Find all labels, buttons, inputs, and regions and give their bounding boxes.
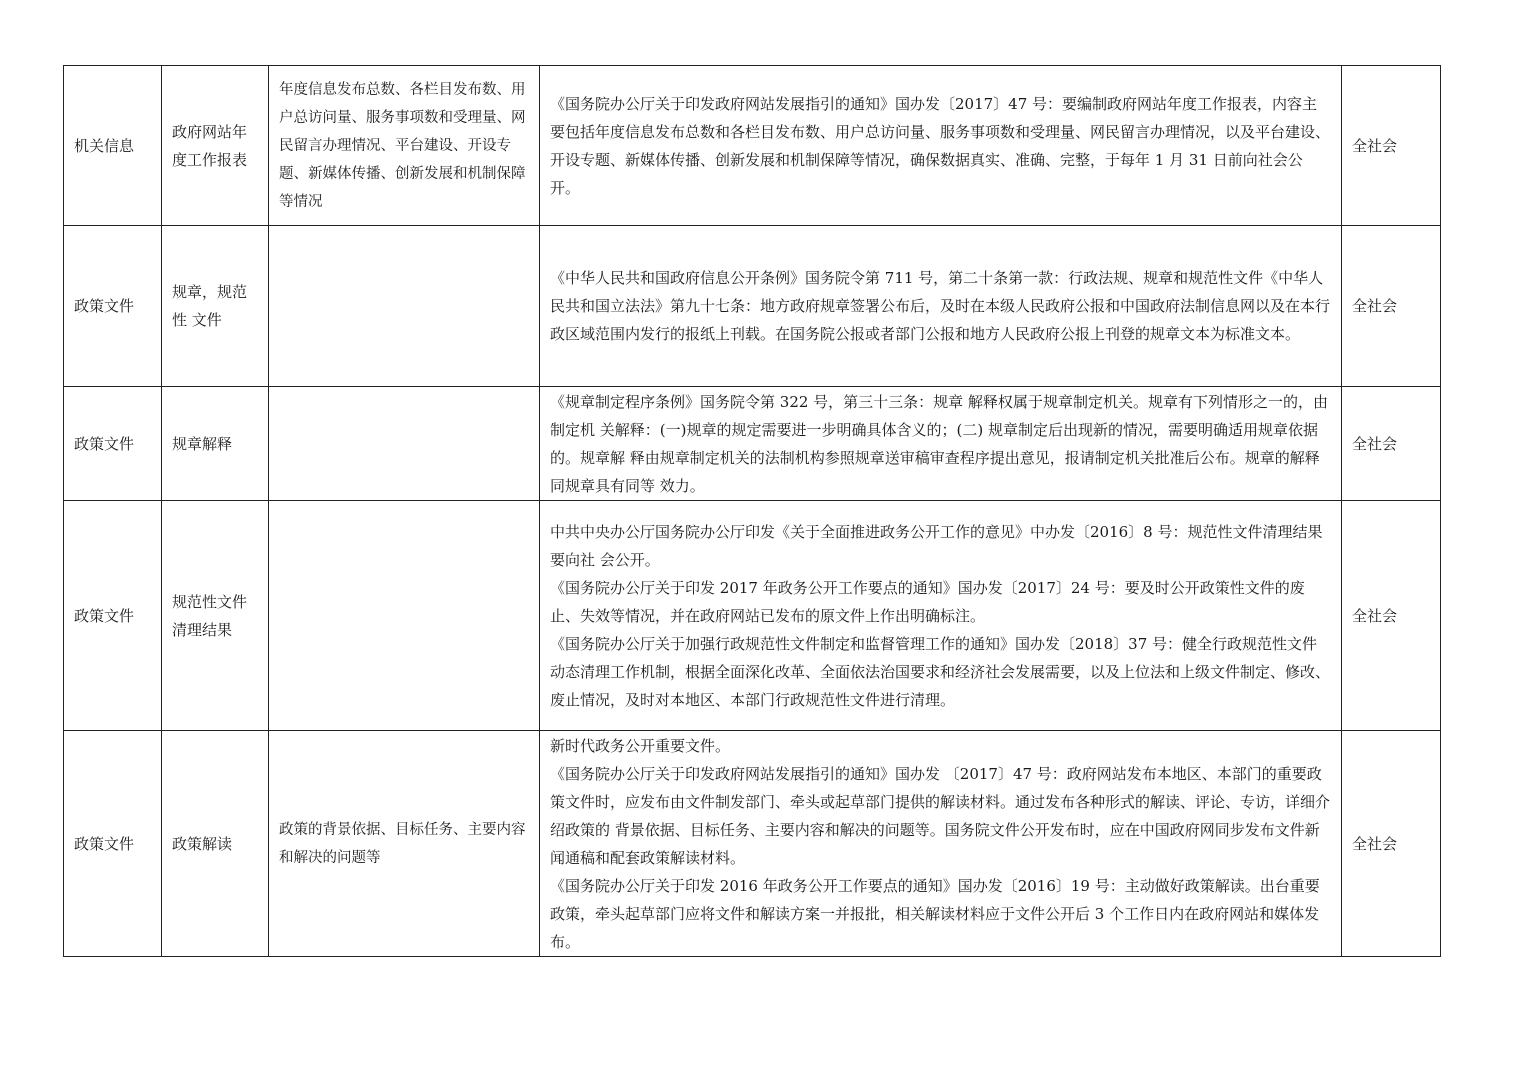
basis-cell xyxy=(540,501,1342,731)
basis-paragraph: 《国务院办公厅关于印发 2017 年政务公开工作要点的通知》国办发〔2017〕24 号：要及时公开政策性文件的废止、失效等情况，并在政府网站已发布的原文件上作出明确标注。 xyxy=(550,578,1305,625)
table-row xyxy=(64,226,1441,387)
scope-cell: 全社会 xyxy=(1342,387,1441,501)
basis-cell xyxy=(540,226,1342,387)
table-row xyxy=(64,731,1441,957)
basis-cell xyxy=(540,731,1342,957)
category-cell: 政策文件 xyxy=(64,731,162,957)
content-cell xyxy=(269,501,540,731)
category-cell: 政策文件 xyxy=(64,226,162,387)
basis-paragraph: 《规章制定程序条例》国务院令第 322 号，第三十三条：规章 解释权属于规章制定机关。规章有下列情形之一的，由制定机 关解释：(一)规章的规定需要进一步明确具体含义的；(二) 规章制定后出现新的情况，需要明确适用规章依据的。规章解 释由规章制定机关的法制机构参照规章送审稿审查程序提出意见，报请制定机关批准后公布。规章的解释同规章具有同等 效力。 xyxy=(550,392,1328,495)
item-cell: 政策解读 xyxy=(162,731,269,957)
category-cell: 机关信息 xyxy=(64,66,162,226)
item-cell: 政府网站年度工作报表 xyxy=(162,66,269,226)
scope-cell: 全社会 xyxy=(1342,731,1441,957)
scope-cell: 全社会 xyxy=(1342,226,1441,387)
content-cell: 年度信息发布总数、各栏目发布数、用户总访问量、服务事项数和受理量、网民留言办理情况、平台建设、开设专题、新媒体传播、创新发展和机制保障等情况 xyxy=(269,66,540,226)
table-row xyxy=(64,501,1441,731)
content-cell xyxy=(269,387,540,501)
item-cell: 规章，规范性 文件 xyxy=(162,226,269,387)
basis-paragraph: 新时代政务公开重要文件。 xyxy=(550,736,731,755)
scope-cell: 全社会 xyxy=(1342,66,1441,226)
basis-paragraph: 《国务院办公厅关于印发政府网站发展指引的通知》国办发〔2017〕47 号：要编制政府网站年度工作报表，内容主要包括年度信息发布总数和各栏目发布数、用户总访问量、服务事项数和受理量、网民留言办理情况，以及平台建设、开设专题、新媒体传播、创新发展和机制保障等情况，确保数据真实、准确、完整，于每年 1 月 31 日前向社会公开。 xyxy=(550,94,1331,197)
basis-paragraph: 《中华人民共和国政府信息公开条例》国务院令第 711 号，第二十条第一款：行政法规、规章和规范性文件《中华人民共和国立法法》第九十七条：地方政府规章签署公布后，及时在本级人民政府公报和中国政府法制信息网以及在本行政区域范围内发行的报纸上刊载。在国务院公报或者部门公报和地方人民政府公报上刊登的规章文本为标准文本。 xyxy=(550,269,1331,343)
table-body xyxy=(64,66,1441,957)
basis-paragraph: 《国务院办公厅关于印发 2016 年政务公开工作要点的通知》国办发〔2016〕19 号：主动做好政策解读。出台重要政策，牵头起草部门应将文件和解读方案一并报批，相关解读材料应于文件公开后 3 个工作日内在政府网站和媒体发布。 xyxy=(550,876,1320,951)
category-cell: 政策文件 xyxy=(64,387,162,501)
scope-cell: 全社会 xyxy=(1342,501,1441,731)
basis-cell xyxy=(540,66,1342,226)
content-cell: 政策的背景依据、目标任务、主要内容和解决的问题等 xyxy=(269,731,540,957)
basis-cell xyxy=(540,387,1342,501)
basis-paragraph: 中共中央办公厅国务院办公厅印发《关于全面推进政务公开工作的意见》中办发〔2016〕8 号：规范性文件清理结果要向社 会公开。 xyxy=(550,522,1323,569)
table-row xyxy=(64,66,1441,226)
basis-paragraph: 《国务院办公厅关于印发政府网站发展指引的通知》国办发 〔2017〕47 号：政府网站发布本地区、本部门的重要政策文件时，应发布由文件制发部门、牵头或起草部门提供的解读材料。通过发布各种形式的解读、评论、专访，详细介绍政策的 背景依据、目标任务、主要内容和解决的问题等。国务院文件公开发布时，应在中国政府网同步发布文件新闻通稿和配套政策解读材料。 xyxy=(550,764,1331,867)
disclosure-table xyxy=(63,65,1441,957)
item-cell: 规范性文件清理结果 xyxy=(162,501,269,731)
table-row xyxy=(64,387,1441,501)
content-cell xyxy=(269,226,540,387)
category-cell: 政策文件 xyxy=(64,501,162,731)
basis-paragraph: 《国务院办公厅关于加强行政规范性文件制定和监督管理工作的通知》国办发〔2018〕37 号：健全行政规范性文件动态清理工作机制，根据全面深化改革、全面依法治国要求和经济社会发展需要，以及上位法和上级文件制定、修改、废止情况，及时对本地区、本部门行政规范性文件进行清理。 xyxy=(550,634,1331,709)
item-cell: 规章解释 xyxy=(162,387,269,501)
